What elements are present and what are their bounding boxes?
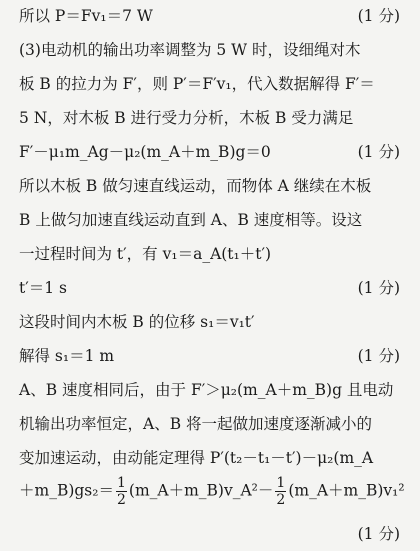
- equation-part-2: (m_A＋m_B)v_A²－: [128, 481, 274, 500]
- fraction-1-numerator: 1: [116, 475, 126, 491]
- fraction-2-numerator: 1: [276, 475, 286, 491]
- text-line-12: A、B 速度相同后，由于 F′＞μ₂(m_A＋m_B)g 且电动: [19, 381, 394, 399]
- text-line-10: 这段时间内木板 B 的位移 s₁＝v₁t′: [19, 313, 255, 331]
- score-mark-1: (1 分): [357, 7, 400, 25]
- equation-line: [19, 476, 405, 507]
- equation-part-3: (m_A＋m_B)v₁²: [288, 481, 405, 500]
- fraction-half-1: [116, 476, 127, 507]
- fraction-1-denominator: 2: [116, 492, 126, 508]
- score-mark-3: (1 分): [357, 279, 400, 297]
- text-line-9: t′＝1 s: [19, 279, 67, 297]
- text-line-14: 变加速运动，由动能定理得 P′(t₂－t₁－t′)－μ₂(m_A: [19, 449, 374, 467]
- fraction-2-denominator: 2: [276, 492, 286, 508]
- text-line-5: F′－μ₁m_Ag－μ₂(m_A＋m_B)g＝0: [19, 143, 271, 161]
- text-line-6: 所以木板 B 做匀速直线运动，而物体 A 继续在木板: [19, 177, 372, 195]
- score-mark-5: (1 分): [357, 525, 400, 543]
- score-mark-2: (1 分): [357, 143, 400, 161]
- text-line-7: B 上做匀加速直线运动直到 A、B 速度相等。设这: [19, 211, 363, 229]
- text-line-2: (3)电动机的输出功率调整为 5 W 时，设细绳对木: [19, 41, 361, 59]
- text-line-8: 一过程时间为 t′，有 v₁＝a_A(t₁＋t′): [19, 245, 272, 263]
- text-line-1: 所以 P＝Fv₁＝7 W: [19, 7, 153, 25]
- text-line-11: 解得 s₁＝1 m: [19, 347, 115, 365]
- text-line-3: 板 B 的拉力为 F′，则 P′＝F′v₁，代入数据解得 F′＝: [19, 75, 375, 93]
- text-line-13: 机输出功率恒定，A、B 将一起做加速度逐渐减小的: [19, 415, 373, 433]
- fraction-half-2: [275, 476, 286, 507]
- score-mark-4: (1 分): [357, 347, 400, 365]
- equation-part-1: ＋m_B)gs₂＝: [19, 481, 114, 500]
- text-line-4: 5 N，对木板 B 进行受力分析，木板 B 受力满足: [19, 109, 354, 127]
